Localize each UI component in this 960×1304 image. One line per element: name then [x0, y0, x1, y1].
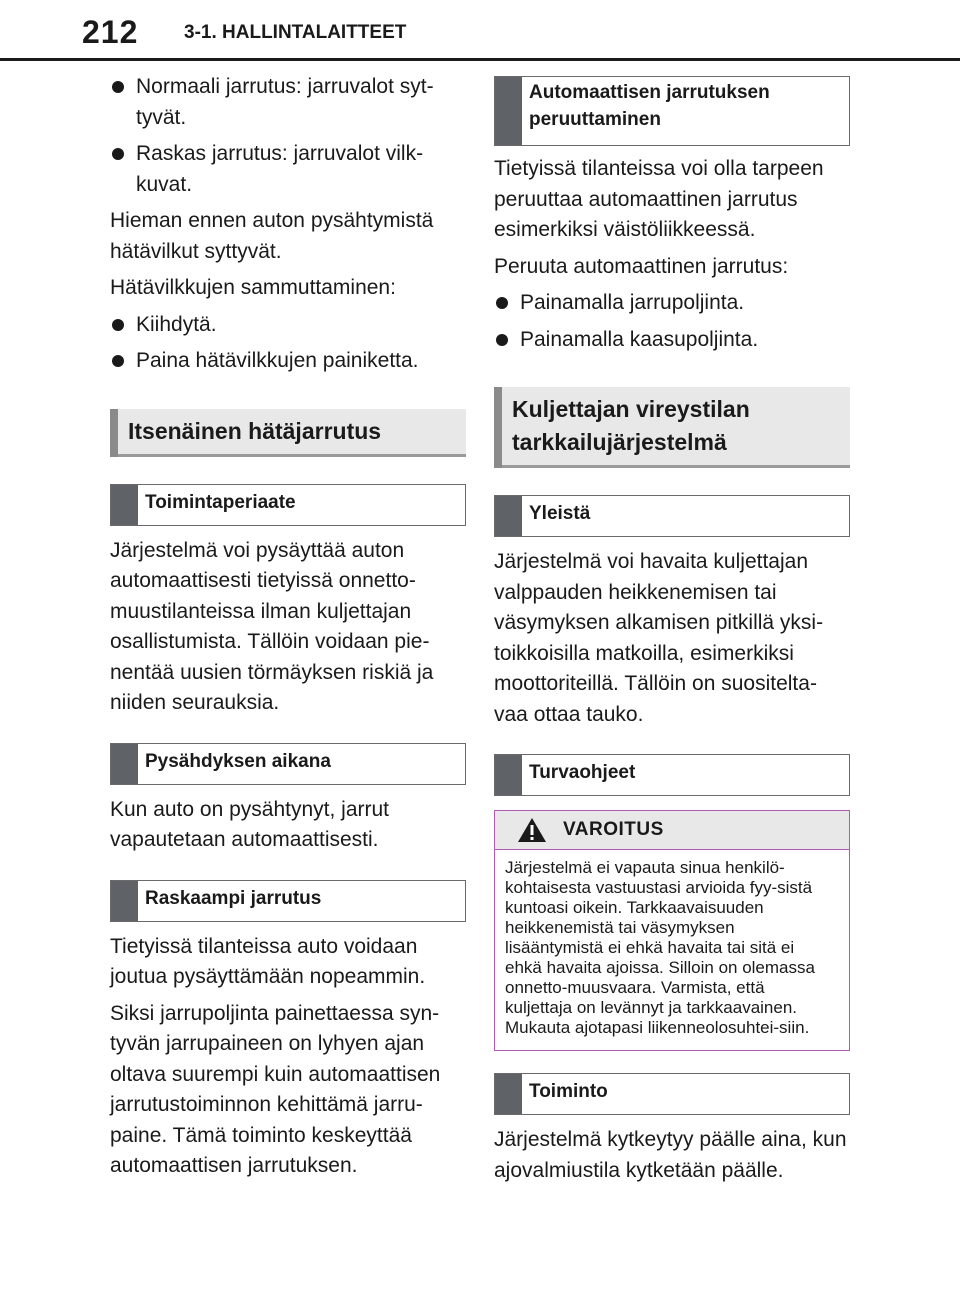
bullet-accelerate: Kiihdytä. — [110, 310, 466, 341]
heading-function: Toiminto — [494, 1073, 850, 1115]
heading-heavier-braking: Raskaampi jarrutus — [110, 880, 466, 922]
heading-operating-principle: Toimintaperiaate — [110, 484, 466, 526]
warning-text: Järjestelmä ei vapauta sinua henkilö-kohtaisesta vastuustasi arvioida fyy-sistä kuntoasi oikein. Tarkkaavaisuuden heikkenemistä tai väsymyksen lisääntymistä ei ehkä havaita tai sitä ei ehkä havaita ajoissa. Silloin on olemassa onnetto-muusvaara. Varmista, että kuljettaja on levännyt ja tarkkaavainen. Mukauta ajotapasi liikenneolosuhtei-siin. — [505, 858, 815, 1037]
paragraph-heavier-braking-1: Tietyissä tilanteissa auto voidaan joutua pysäyttämään nopeammin. — [110, 934, 426, 988]
bullet-press-accelerator-pedal: Painamalla kaasupoljinta. — [494, 325, 850, 356]
section-title: 3-1. HALLINTALAITTEET — [184, 22, 407, 43]
paragraph-function: Järjestelmä kytkeytyy päälle aina, kun ajovalmiustila kytketään päälle. — [494, 1128, 847, 1182]
bullet-normal-braking: Normaali jarrutus: jarruvalot syt-tyvät. — [110, 72, 466, 133]
page-number: 212 — [82, 14, 139, 50]
heading-general: Yleistä — [494, 495, 850, 537]
heading-cancel-automatic-braking: Automaattisen jarrutuksen peruuttaminen — [494, 76, 850, 146]
paragraph-hazard-lights: Hieman ennen auton pysähtymistä hätävilkut syttyvät. — [110, 209, 434, 263]
warning-header — [495, 811, 849, 850]
warning-box — [494, 810, 850, 1051]
left-column — [110, 66, 466, 1188]
paragraph-cancel-1: Tietyissä tilanteissa voi olla tarpeen peruuttaa automaattinen jarrutus esimerkiksi väistöliikkeessä. — [494, 157, 824, 241]
heading-during-stop: Pysähdyksen aikana — [110, 743, 466, 785]
bullet-press-brake-pedal: Painamalla jarrupoljinta. — [494, 288, 850, 319]
paragraph-during-stop: Kun auto on pysähtynyt, jarrut vapautetaan automaattisesti. — [110, 797, 389, 851]
bullet-press-hazard-button: Paina hätävilkkujen painiketta. — [110, 346, 466, 377]
warning-title: VAROITUS — [563, 819, 664, 840]
heading-safety-instructions: Turvaohjeet — [494, 754, 850, 796]
paragraph-heavier-braking-2: Siksi jarrupoljinta painettaessa syn-tyvän jarrupaineen on lyhyen ajan oltava suurempi kuin automaattisen jarrutustoiminnon kehittämä jarru-paine. Tämä toiminto keskeyttää automaattisen jarrutuksen. — [110, 1001, 441, 1177]
warning-triangle-icon — [517, 817, 547, 848]
page-header — [0, 0, 960, 70]
bullet-heavy-braking: Raskas jarrutus: jarruvalot vilk-kuvat. — [110, 139, 466, 200]
paragraph-cancel-2: Peruuta automaattinen jarrutus: — [494, 254, 789, 278]
header-divider — [0, 58, 960, 61]
heading-autonomous-emergency-braking: Itsenäinen hätäjarrutus — [110, 409, 466, 457]
paragraph-hazard-off: Hätävilkkujen sammuttaminen: — [110, 276, 396, 299]
paragraph-general: Järjestelmä voi havaita kuljettajan valppauden heikkenemisen tai väsymyksen alkamisen pitkillä yksi-toikkoisilla matkoilla, esimerkiksi moottoriteillä. Tällöin on suositelta-vaa ottaa tauko. — [494, 550, 824, 726]
right-column — [494, 66, 850, 1192]
paragraph-operating-principle: Järjestelmä voi pysäyttää auton automaattisesti tietyissä onnetto-muustilanteissa ilman kuljettajan osallistumista. Tällöin voidaan pie-nentää uusien törmäyksen riskiä ja niiden seurauksia. — [110, 538, 434, 714]
heading-driver-alertness-monitoring: Kuljettajan vireystilan tarkkailujärjestelmä — [494, 387, 850, 468]
